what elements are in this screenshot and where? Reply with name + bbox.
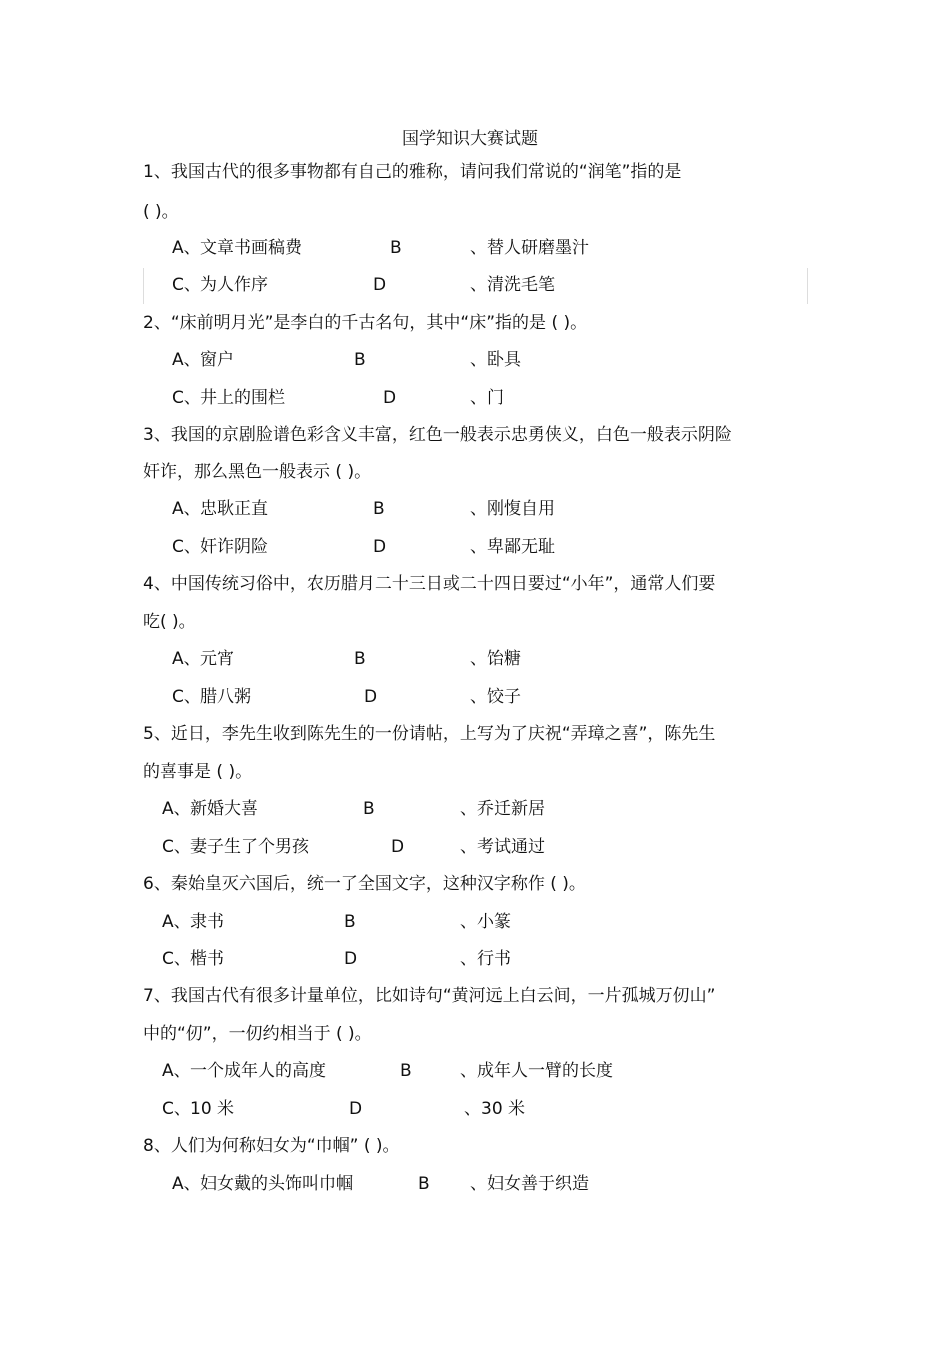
option-letter: D xyxy=(373,275,387,295)
option-text: 、30 米 xyxy=(464,1099,526,1119)
document-title: 国学知识大赛试题 xyxy=(402,129,538,149)
option-text: 、乔迁新居 xyxy=(460,799,545,819)
option-letter: A、 xyxy=(162,799,191,819)
margin-line-right xyxy=(807,268,808,304)
option-text: 奸诈阴险 xyxy=(200,537,268,557)
option-text: 、卑鄙无耻 xyxy=(470,537,555,557)
option-letter: D xyxy=(364,687,378,707)
option-text: 忠耿正直 xyxy=(200,499,268,519)
option-letter: A、 xyxy=(172,649,201,669)
option-text: 、饺子 xyxy=(470,687,521,707)
option-text: 、清洗毛笔 xyxy=(470,275,555,295)
option-letter: B xyxy=(418,1174,430,1194)
option-letter: A、 xyxy=(172,238,201,258)
option-letter: C、 xyxy=(172,687,201,707)
option-letter: A、 xyxy=(172,350,201,370)
option-letter: B xyxy=(344,912,356,932)
option-text: 妇女戴的头饰叫巾帼 xyxy=(200,1174,353,1194)
option-text: 、饴糖 xyxy=(470,649,521,669)
margin-line-left xyxy=(143,268,144,304)
option-text: 隶书 xyxy=(190,912,224,932)
option-letter: B xyxy=(363,799,375,819)
option-letter: C、 xyxy=(172,275,201,295)
question-1-text: 1、我国古代的很多事物都有自己的雅称，请问我们常说的“润笔”指的是 xyxy=(143,162,682,182)
question-2-text: 2、“床前明月光”是李白的千古名句，其中“床”指的是 ( )。 xyxy=(143,313,588,333)
option-letter: B xyxy=(373,499,385,519)
option-text: 、卧具 xyxy=(470,350,521,370)
option-text: 10 米 xyxy=(190,1099,235,1119)
option-letter: D xyxy=(391,837,405,857)
option-text: 、小篆 xyxy=(460,912,511,932)
option-text: 文章书画稿费 xyxy=(200,238,302,258)
option-letter: A、 xyxy=(172,1174,201,1194)
option-letter: D xyxy=(344,949,358,969)
option-text: 新婚大喜 xyxy=(190,799,258,819)
option-letter: D xyxy=(383,388,397,408)
option-text: 、行书 xyxy=(460,949,511,969)
option-letter: C、 xyxy=(162,1099,191,1119)
option-letter: B xyxy=(400,1061,412,1081)
option-letter: C、 xyxy=(162,837,191,857)
option-letter: C、 xyxy=(172,388,201,408)
option-text: 井上的围栏 xyxy=(200,388,285,408)
option-text: 为人作序 xyxy=(200,275,268,295)
question-7-text: 7、我国古代有很多计量单位，比如诗句“黄河远上白云间，一片孤城万仞山” xyxy=(143,986,716,1006)
option-text: 一个成年人的高度 xyxy=(190,1061,326,1081)
option-letter: B xyxy=(354,350,366,370)
option-text: 、考试通过 xyxy=(460,837,545,857)
option-text: 窗户 xyxy=(200,350,234,370)
option-text: 、替人研磨墨汁 xyxy=(470,238,589,258)
option-text: 楷书 xyxy=(190,949,224,969)
option-text: 、成年人一臂的长度 xyxy=(460,1061,613,1081)
option-text: 、门 xyxy=(470,388,504,408)
question-7-text-cont: 中的“仞”，一仞约相当于 ( )。 xyxy=(143,1024,372,1044)
option-text: 腊八粥 xyxy=(200,687,251,707)
option-letter: B xyxy=(354,649,366,669)
question-1-text-cont: ( )。 xyxy=(143,202,179,222)
option-text: 妻子生了个男孩 xyxy=(190,837,309,857)
question-5-text-cont: 的喜事是 ( )。 xyxy=(143,762,253,782)
question-3-text-cont: 奸诈，那么黑色一般表示 ( )。 xyxy=(143,462,372,482)
question-3-text: 3、我国的京剧脸谱色彩含义丰富，红色一般表示忠勇侠义，白色一般表示阴险 xyxy=(143,425,732,445)
option-letter: A、 xyxy=(162,1061,191,1081)
option-letter: C、 xyxy=(172,537,201,557)
question-5-text: 5、近日，李先生收到陈先生的一份请帖，上写为了庆祝“弄璋之喜”，陈先生 xyxy=(143,724,716,744)
question-4-text-cont: 吃( )。 xyxy=(143,612,196,632)
option-text: 、妇女善于织造 xyxy=(470,1174,589,1194)
question-6-text: 6、秦始皇灭六国后，统一了全国文字，这种汉字称作 ( )。 xyxy=(143,874,586,894)
option-letter: D xyxy=(349,1099,363,1119)
question-4-text: 4、中国传统习俗中，农历腊月二十三日或二十四日要过“小年”，通常人们要 xyxy=(143,574,716,594)
option-letter: A、 xyxy=(172,499,201,519)
option-letter: B xyxy=(390,238,402,258)
option-text: 元宵 xyxy=(200,649,234,669)
option-letter: C、 xyxy=(162,949,191,969)
option-letter: D xyxy=(373,537,387,557)
question-8-text: 8、人们为何称妇女为“巾帼” ( )。 xyxy=(143,1136,400,1156)
option-letter: A、 xyxy=(162,912,191,932)
option-text: 、刚愎自用 xyxy=(470,499,555,519)
